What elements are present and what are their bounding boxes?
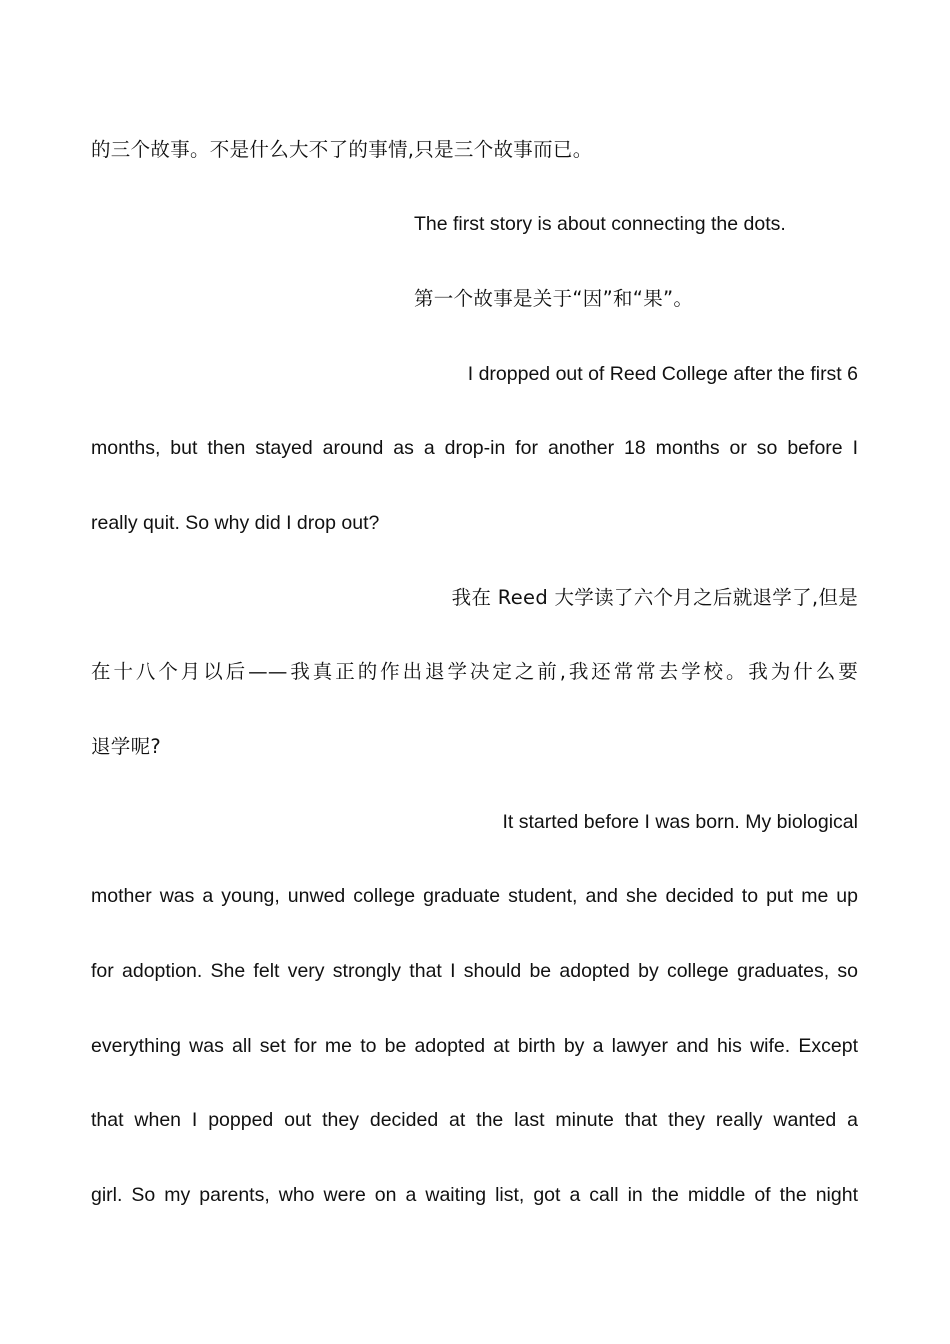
text-line: I dropped out of Reed College after the first 6: [467, 363, 858, 385]
text-line: 的三个故事。不是什么大不了的事情,只是三个故事而已。: [91, 138, 593, 161]
text-line: for adoption. She felt very strongly that I should be adopted by college graduates, so: [91, 960, 858, 982]
text-line: that when I popped out they decided at the last minute that they really wanted a: [91, 1109, 858, 1131]
text-line: girl. So my parents, who were on a waiting list, got a call in the middle of the night: [91, 1184, 858, 1206]
text-line: 在十八个月以后——我真正的作出退学决定之前,我还常常去学校。我为什么要: [91, 660, 858, 683]
text-line: really quit. So why did I drop out?: [91, 512, 380, 534]
text-line: months, but then stayed around as a drop-in for another 18 months or so before I: [91, 437, 858, 459]
text-line: everything was all set for me to be adopted at birth by a lawyer and his wife. Except: [91, 1035, 858, 1057]
text-line: The first story is about connecting the dots.: [414, 213, 786, 235]
text-line: mother was a young, unwed college graduate student, and she decided to put me up: [91, 885, 858, 907]
text-line: It started before I was born. My biological: [502, 811, 858, 833]
text-line: 我在 Reed 大学读了六个月之后就退学了,但是: [451, 586, 858, 609]
text-line: 第一个故事是关于“因”和“果”。: [414, 287, 694, 310]
text-line: 退学呢?: [91, 735, 162, 758]
